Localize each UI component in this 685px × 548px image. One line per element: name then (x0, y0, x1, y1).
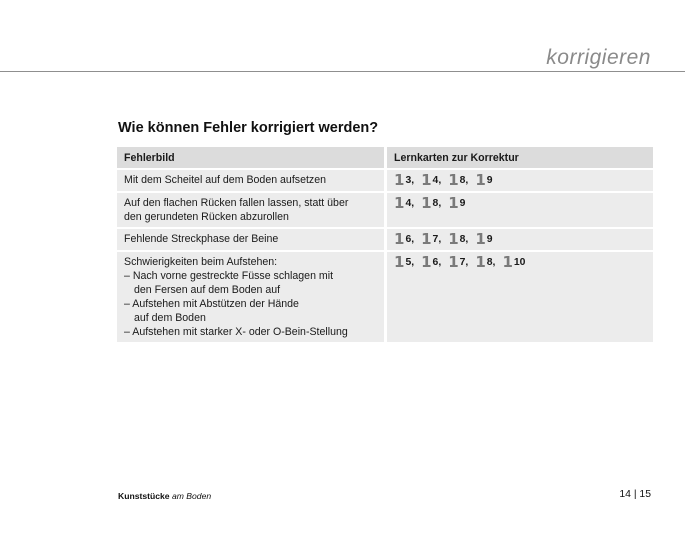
card-number-one-icon: 1 (394, 194, 405, 212)
card-reference (394, 232, 414, 247)
table-header-row (117, 147, 653, 169)
card-number: 7, (432, 234, 442, 245)
card-number: 10 (513, 257, 526, 268)
cards-cell (386, 192, 654, 228)
cards-cell (386, 251, 654, 343)
card-number-one-icon: 1 (448, 194, 459, 212)
card-number-one-icon: 1 (448, 230, 459, 248)
card-number: 6, (405, 234, 415, 245)
problem-text-line: auf dem Boden (134, 312, 206, 324)
card-reference (448, 173, 468, 188)
card-reference (475, 255, 495, 270)
column-header-fehlerbild: Fehlerbild (117, 147, 386, 169)
card-number-one-icon: 1 (475, 253, 486, 271)
card-number-one-icon: 1 (475, 171, 486, 189)
table-row (117, 228, 653, 251)
table-row (117, 192, 653, 228)
card-number: 9 (486, 234, 493, 245)
problem-cell (117, 169, 386, 192)
card-number-one-icon: 1 (421, 253, 432, 271)
cards-cell (386, 169, 654, 192)
card-reference (448, 196, 465, 211)
card-reference (394, 255, 414, 270)
card-number-one-icon: 1 (421, 171, 432, 189)
card-number: 8, (459, 175, 469, 186)
card-reference (475, 173, 492, 188)
card-number-one-icon: 1 (421, 230, 432, 248)
card-number: 3, (405, 175, 415, 186)
card-number: 4, (405, 198, 415, 209)
problem-cell (117, 192, 386, 228)
card-number-one-icon: 1 (394, 171, 405, 189)
card-number: 7, (459, 257, 469, 268)
problem-text-line: – Aufstehen mit Abstützen der Hände (124, 298, 299, 310)
card-number: 8, (432, 198, 442, 209)
cards-cell (386, 228, 654, 251)
card-number: 6, (432, 257, 442, 268)
card-number: 5, (405, 257, 415, 268)
card-reference (421, 255, 441, 270)
table-row (117, 251, 653, 343)
section-heading: Wie können Fehler korrigiert werden? (118, 120, 379, 136)
card-reference (448, 232, 468, 247)
card-number-one-icon: 1 (502, 253, 513, 271)
card-number-one-icon: 1 (448, 171, 459, 189)
card-number-one-icon: 1 (475, 230, 486, 248)
problem-text-line: Auf den flachen Rücken fallen lassen, statt über (124, 197, 349, 209)
header-divider (0, 71, 685, 72)
problem-text-line: – Aufstehen mit starker X- oder O-Bein-Stellung (124, 326, 348, 338)
card-reference (475, 232, 492, 247)
table-row (117, 169, 653, 192)
card-number: 8, (486, 257, 496, 268)
card-number-one-icon: 1 (448, 253, 459, 271)
problem-text-line: Fehlende Streckphase der Beine (124, 233, 279, 245)
card-number: 4, (432, 175, 442, 186)
problem-text-line: Mit dem Scheitel auf dem Boden aufsetzen (124, 174, 326, 186)
problem-text-line: den Fersen auf dem Boden auf (134, 284, 281, 296)
problem-text-line: Schwierigkeiten beim Aufstehen: (124, 256, 278, 268)
card-reference (421, 232, 441, 247)
card-number: 9 (486, 175, 493, 186)
card-number-one-icon: 1 (394, 253, 405, 271)
card-reference (421, 196, 441, 211)
problem-text-line: den gerundeten Rücken abzurollen (124, 211, 289, 223)
card-reference (394, 173, 414, 188)
card-references (394, 171, 500, 189)
problem-cell (117, 251, 386, 343)
card-reference (421, 173, 441, 188)
footer-title-italic: am Boden (171, 491, 212, 501)
problem-cell (117, 228, 386, 251)
correction-table (117, 147, 653, 344)
column-header-lernkarten: Lernkarten zur Korrektur (386, 147, 654, 169)
card-number: 9 (459, 198, 466, 209)
page-section-title: korrigieren (546, 46, 651, 69)
footer-page-numbers: 14 | 15 (619, 489, 651, 500)
footer-title-bold: Kunststücke (118, 491, 170, 501)
footer-book-title (118, 491, 211, 501)
card-references (394, 253, 532, 271)
card-reference (448, 255, 468, 270)
card-number-one-icon: 1 (394, 230, 405, 248)
card-number: 8, (459, 234, 469, 245)
card-references (394, 194, 472, 212)
card-reference (502, 255, 525, 270)
card-reference (394, 196, 414, 211)
card-number-one-icon: 1 (421, 194, 432, 212)
problem-text-line: – Nach vorne gestreckte Füsse schlagen mit (124, 270, 334, 282)
card-references (394, 230, 500, 248)
